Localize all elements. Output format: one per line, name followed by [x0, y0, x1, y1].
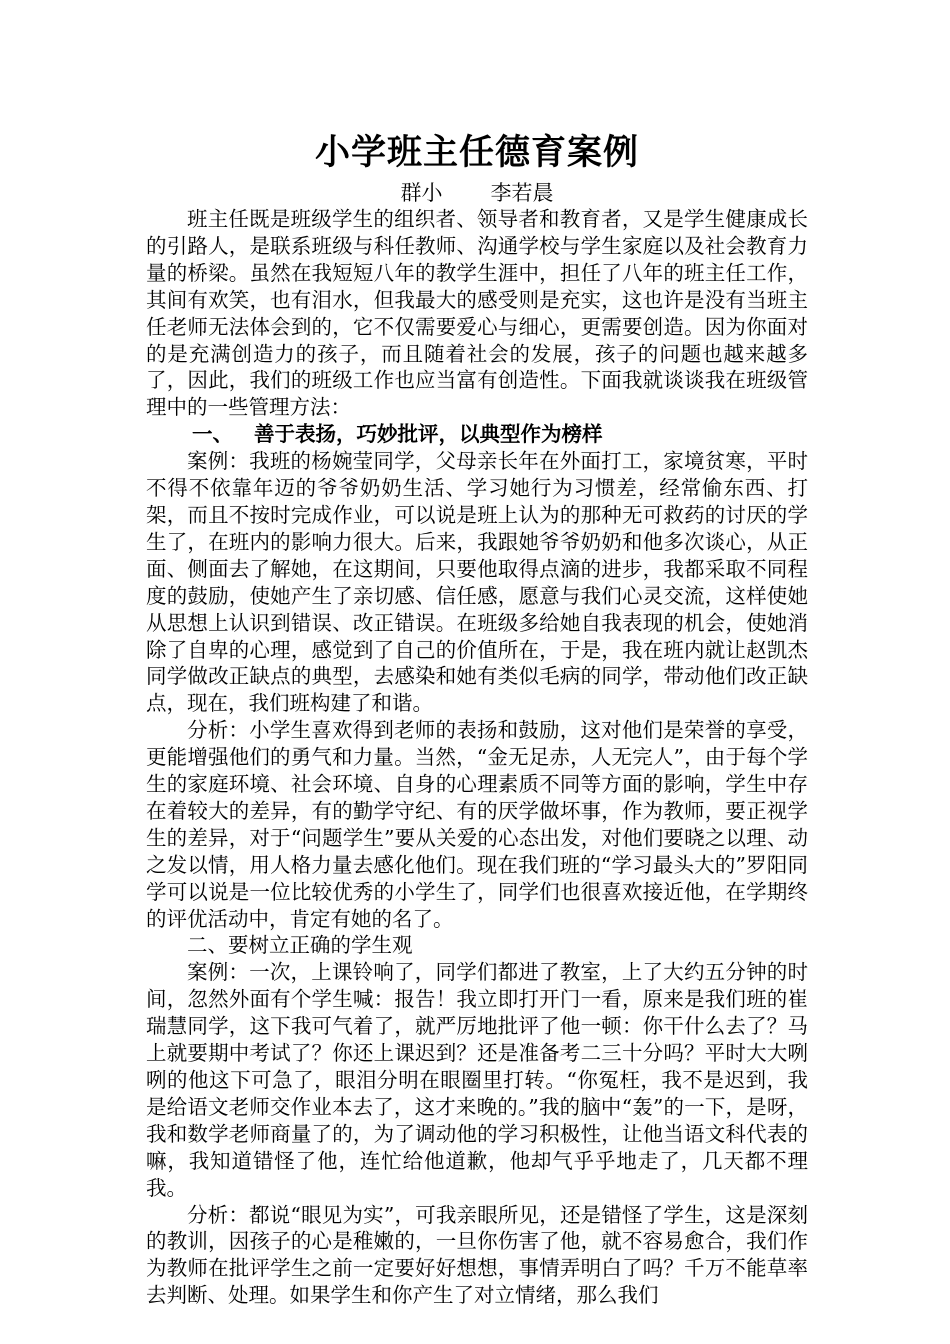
section-2-case: 案例：一次，上课铃响了，同学们都进了教室，上了大约五分钟的时间，忽然外面有个学生喊：报告！我立即打开门一看，原来是我们班的崔瑞慧同学，这下我可气着了，就严厉地批评了他一顿：你干什么去了？马上就要期中考试了？你还上课迟到？还是准备考二三十分吗？平时大大咧咧的他这下可急了，眼泪分明在眼圈里打转。“你冤枉，我不是迟到，我是给语文老师交作业本去了，这才来晚的。”我的脑中“轰”的一下，是呀，我和数学老师商量了的，为了调动他的学习积极性，让他当语文科代表的嘛，我知道错怪了他，连忙给他道歉，他却气乎乎地走了，几天都不理我。	[146, 960, 808, 1200]
section-1-number: 一、	[192, 422, 233, 447]
section-1-analysis: 分析：小学生喜欢得到老师的表扬和鼓励，这对他们是荣誉的享受，更能增强他们的勇气和力量。当然，“金无足赤，人无完人”，由于每个学生的家庭环境、社会环境、自身的心理素质不同等方面的影响，学生中存在着较大的差异，有的勤学守纪、有的厌学做坏事，作为教师，要正视学生的差异，对于“问题学生”要从关爱的心态出发，对他们要晓之以理、动之发以情，用人格力量去感化他们。现在我们班的“学习最头大的”罗阳同学可以说是一位比较优秀的小学生了，同学们也很喜欢接近他，在学期终的评优活动中，肯定有她的名了。	[146, 718, 808, 931]
author-school: 群小	[400, 181, 443, 205]
document-title: 小学班主任德育案例	[314, 132, 639, 173]
author-line	[146, 180, 808, 206]
author-name: 李若晨	[490, 181, 554, 205]
document-page	[146, 126, 808, 1309]
intro-paragraph: 班主任既是班级学生的组织者、领导者和教育者，又是学生健康成长的引路人，是联系班级与科任教师、沟通学校与学生家庭以及社会教育力量的桥梁。虽然在我短短八年的教学生涯中，担任了八年的班主任工作，其间有欢笑，也有泪水，但我最大的感受则是充实，这也许是没有当班主任老师无法体会到的，它不仅需要爱心与细心，更需要创造。因为你面对的是充满创造力的孩子，而且随着社会的发展，孩子的问题也越来越多了，因此，我们的班级工作也应当富有创造性。下面我就谈谈我在班级管理中的一些管理方法：	[146, 207, 808, 420]
section-2-heading: 二、要树立正确的学生观	[187, 933, 413, 958]
section-1-case: 案例：我班的杨婉莹同学，父母亲长年在外面打工，家境贫寒，平时不得不依靠年迈的爷爷奶奶生活、学习她行为习惯差，经常偷东西、打架，而且不按时完成作业，可以说是班上认为的那种无可救药的讨厌的学生了，在班内的影响力很大。后来，我跟她爷爷奶奶和他多次谈心，从正面、侧面去了解她，在这期间，只要他取得点滴的进步，我都采取不同程度的鼓励，使她产生了亲切感、信任感，愿意与我们心灵交流，这样使她从思想上认识到错误、改正错误。在班级多给她自我表现的机会，使她消除了自卑的心理，感觉到了自己的价值所在，于是，我在班内就让赵凯杰同学做改正缺点的典型，去感染和她有类似毛病的同学，带动他们改正缺点，现在，我们班构建了和谐。	[146, 449, 808, 716]
section-1-heading	[146, 421, 808, 448]
section-2-analysis: 分析：都说“眼见为实”，可我亲眼所见，还是错怪了学生，这是深刻的教训，因孩子的心是稚嫩的，一旦你伤害了他，就不容易愈合，我们作为教师在批评学生之前一定要好好想想，事情弄明白了吗？千万不能草率去判断、处理。如果学生和你产生了对立情绪，那么我们	[146, 1202, 808, 1308]
section-1-title: 善于表扬，巧妙批评，以典型作为榜样	[254, 422, 603, 447]
